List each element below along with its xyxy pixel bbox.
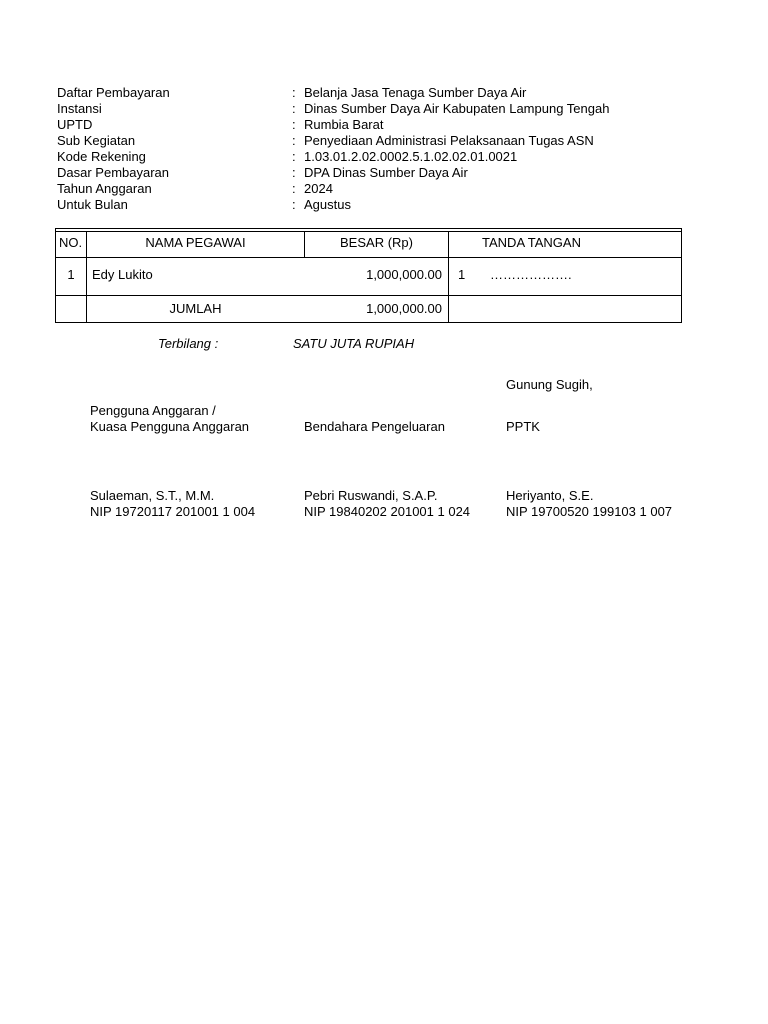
- row-sign-number: 1: [458, 267, 466, 282]
- table-border-header-bottom: [55, 257, 682, 258]
- col-header-no: NO.: [59, 235, 83, 250]
- info-row-uptd: [57, 117, 697, 133]
- info-label: UPTD: [57, 117, 93, 132]
- signatory-name: Sulaeman, S.T., M.M.: [90, 488, 215, 503]
- col-header-besar: BESAR (Rp): [340, 235, 413, 250]
- table-border-right: [681, 228, 682, 323]
- row-besar: 1,000,000.00: [366, 267, 442, 282]
- info-value: DPA Dinas Sumber Daya Air: [304, 165, 468, 180]
- info-colon: :: [292, 117, 296, 132]
- place-date: Gunung Sugih,: [506, 377, 593, 392]
- info-value: Agustus: [304, 197, 351, 212]
- signatory-nip: NIP 19720117 201001 1 004: [90, 504, 256, 519]
- signatory-name: Heriyanto, S.E.: [506, 488, 594, 503]
- info-colon: :: [292, 197, 296, 212]
- info-row-daftar-pembayaran: [57, 85, 697, 101]
- info-value: Penyediaan Administrasi Pelaksanaan Tugas ASN: [304, 133, 594, 148]
- info-value: Dinas Sumber Daya Air Kabupaten Lampung Tengah: [304, 101, 610, 116]
- info-label: Instansi: [57, 101, 102, 116]
- signatory-role: PPTK: [506, 419, 540, 434]
- row-nama: Edy Lukito: [92, 267, 153, 282]
- total-value: 1,000,000.00: [366, 301, 442, 316]
- info-value: Rumbia Barat: [304, 117, 384, 132]
- info-row-kode-rekening: [57, 149, 697, 165]
- info-value: Belanja Jasa Tenaga Sumber Daya Air: [304, 85, 527, 100]
- signatory-nip: NIP 19700520 199103 1 007: [506, 504, 673, 519]
- info-row-sub-kegiatan: [57, 133, 697, 149]
- table-border-top-inner: [55, 231, 682, 232]
- info-row-dasar-pembayaran: [57, 165, 697, 181]
- row-signature-line: ……………….: [490, 267, 572, 282]
- info-label: Daftar Pembayaran: [57, 85, 170, 100]
- info-label: Untuk Bulan: [57, 197, 128, 212]
- signatory-role-line1: Pengguna Anggaran /: [90, 403, 216, 418]
- info-label: Kode Rekening: [57, 149, 146, 164]
- col-header-tanda: TANDA TANGAN: [482, 235, 581, 250]
- table-border-top-outer: [55, 228, 682, 229]
- signatory-role: Bendahara Pengeluaran: [304, 419, 445, 434]
- table-border-bottom: [55, 322, 682, 323]
- info-colon: :: [292, 101, 296, 116]
- row-no: 1: [67, 267, 75, 282]
- info-row-tahun-anggaran: [57, 181, 697, 197]
- terbilang-label: Terbilang :: [158, 336, 219, 351]
- info-label: Dasar Pembayaran: [57, 165, 169, 180]
- signatory-name: Pebri Ruswandi, S.A.P.: [304, 488, 438, 503]
- info-label: Sub Kegiatan: [57, 133, 136, 148]
- info-colon: :: [292, 165, 296, 180]
- info-colon: :: [292, 149, 296, 164]
- info-label: Tahun Anggaran: [57, 181, 152, 196]
- info-row-instansi: [57, 101, 697, 117]
- info-colon: :: [292, 85, 296, 100]
- info-colon: :: [292, 133, 296, 148]
- col-header-nama: NAMA PEGAWAI: [145, 235, 246, 250]
- info-row-untuk-bulan: [57, 197, 697, 213]
- signatory-role: Kuasa Pengguna Anggaran: [90, 419, 250, 434]
- info-value: 1.03.01.2.02.0002.5.1.02.02.01.0021: [304, 149, 518, 164]
- table-border-row-bottom: [55, 295, 682, 296]
- signatory-nip: NIP 19840202 201001 1 024: [304, 504, 471, 519]
- terbilang-value: SATU JUTA RUPIAH: [293, 336, 415, 351]
- info-colon: :: [292, 181, 296, 196]
- total-label: JUMLAH: [169, 301, 222, 316]
- info-value: 2024: [304, 181, 333, 196]
